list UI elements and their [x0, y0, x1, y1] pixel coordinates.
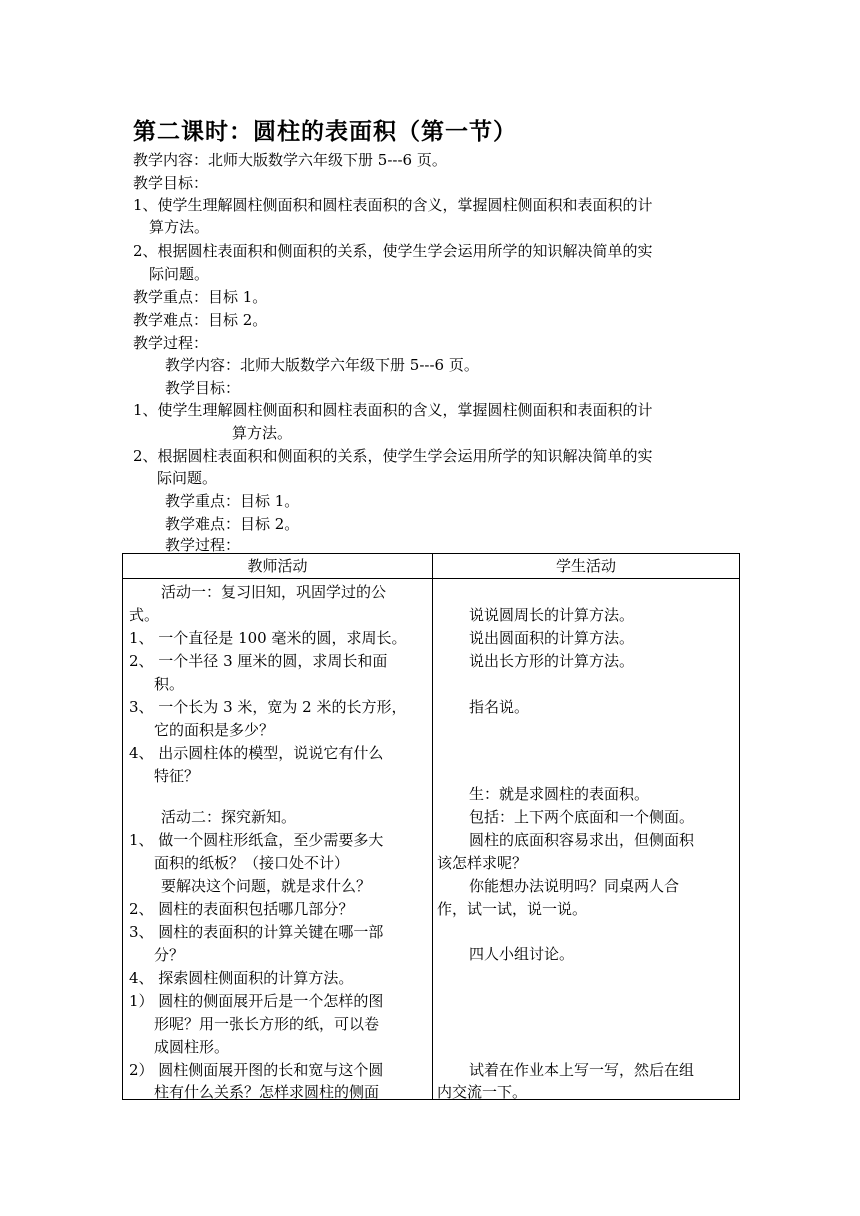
teacher-line: 特征？: [154, 767, 200, 785]
header-student-activity: 学生活动: [433, 554, 740, 579]
teaching-key-point: 教学重点：目标 1。: [133, 288, 268, 306]
teacher-line: 活动一：复习旧知，巩固学过的公: [161, 583, 387, 601]
goal-1-line-2: 算方法。: [149, 218, 210, 236]
student-line: 四人小组讨论。: [469, 945, 575, 963]
teacher-line: 式。: [129, 606, 160, 624]
teaching-goals-label: 教学目标：: [133, 174, 209, 192]
teaching-process-label: 教学过程：: [133, 334, 209, 352]
goal-2-line-1: 2、根据圆柱表面积和侧面积的关系，使学生学会运用所学的知识解决简单的实: [133, 242, 653, 260]
teacher-line: 1、 一个直径是 100 毫米的圆，求周长。: [129, 629, 407, 647]
teacher-line: 成圆柱形。: [154, 1038, 230, 1056]
repeat-teaching-key-point: 教学重点：目标 1。: [165, 492, 300, 510]
teacher-line: 柱有什么关系？怎样求圆柱的侧面: [154, 1083, 380, 1101]
student-line: 生：就是求圆柱的表面积。: [469, 785, 650, 803]
teacher-line: 要解决这个问题，就是求什么？: [161, 877, 372, 895]
student-line: 包括：上下两个底面和一个侧面。: [469, 808, 695, 826]
student-line: 该怎样求呢？: [437, 854, 528, 872]
teacher-line: 1、 做一个圆柱形纸盒，至少需要多大: [129, 831, 384, 849]
repeat-teaching-goals-label: 教学目标：: [165, 379, 241, 397]
repeat-goal-2-line-2: 际问题。: [157, 469, 218, 487]
teacher-line: 4、 出示圆柱体的模型，说说它有什么: [129, 744, 384, 762]
teaching-difficulty: 教学难点：目标 2。: [133, 311, 268, 329]
teacher-line: 它的面积是多少？: [154, 721, 275, 739]
teaching-content: 教学内容：北师大版数学六年级下册 5---6 页。: [133, 151, 447, 169]
student-line: 说出长方形的计算方法。: [469, 652, 635, 670]
student-line: 说说圆周长的计算方法。: [469, 606, 635, 624]
student-line: 指名说。: [469, 698, 530, 716]
table-body-row: [123, 579, 740, 1100]
goal-1-line-1: 1、使学生理解圆柱侧面积和圆柱表面积的含义，掌握圆柱侧面积和表面积的计: [133, 196, 653, 214]
teacher-line: 积。: [154, 675, 185, 693]
goal-2-line-2: 际问题。: [149, 265, 210, 283]
repeat-teaching-process-label: 教学过程：: [165, 536, 241, 554]
student-line: 说出圆面积的计算方法。: [469, 629, 635, 647]
table-header-row: [123, 554, 740, 579]
student-line: 试着在作业本上写一写，然后在组: [469, 1061, 695, 1079]
teacher-line: 3、 一个长为 3 米，宽为 2 米的长方形，: [129, 698, 407, 716]
repeat-teaching-difficulty: 教学难点：目标 2。: [165, 515, 300, 533]
teacher-line: 形呢？用一张长方形的纸，可以卷: [154, 1015, 380, 1033]
student-line: 作，试一试，说一说。: [437, 900, 588, 918]
header-teacher-activity: 教师活动: [123, 554, 433, 579]
teacher-line: 2） 圆柱侧面展开图的长和宽与这个圆: [129, 1061, 384, 1079]
repeat-goal-1-line-1: 1、使学生理解圆柱侧面积和圆柱表面积的含义，掌握圆柱侧面积和表面积的计: [133, 401, 653, 419]
teacher-line: 1） 圆柱的侧面展开后是一个怎样的图: [129, 992, 384, 1010]
teacher-line: 活动二：探究新知。: [161, 808, 297, 826]
repeat-goal-2-line-1: 2、根据圆柱表面积和侧面积的关系，使学生学会运用所学的知识解决简单的实: [133, 447, 653, 465]
teacher-line: 面积的纸板？（接口处不计）: [154, 854, 350, 872]
student-activity-cell: [433, 579, 740, 1100]
repeat-teaching-content: 教学内容：北师大版数学六年级下册 5---6 页。: [165, 356, 479, 374]
lesson-activity-table: [122, 553, 740, 1100]
teacher-line: 2、 一个半径 3 厘米的圆，求周长和面: [129, 652, 388, 670]
teacher-line: 4、 探索圆柱侧面积的计算方法。: [129, 969, 354, 987]
student-line: 圆柱的底面积容易求出，但侧面积: [469, 831, 695, 849]
teacher-line: 分？: [154, 946, 185, 964]
student-line: 你能想办法说明吗？同桌两人合: [469, 877, 680, 895]
teacher-activity-cell: [123, 579, 433, 1100]
lesson-title: 第二课时：圆柱的表面积（第一节）: [133, 118, 517, 145]
teacher-line: 2、 圆柱的表面积包括哪几部分？: [129, 900, 354, 918]
teacher-line: 3、 圆柱的表面积的计算关键在哪一部: [129, 923, 384, 941]
repeat-goal-1-line-2: 算方法。: [232, 424, 293, 442]
student-line: 内交流一下。: [437, 1083, 528, 1101]
